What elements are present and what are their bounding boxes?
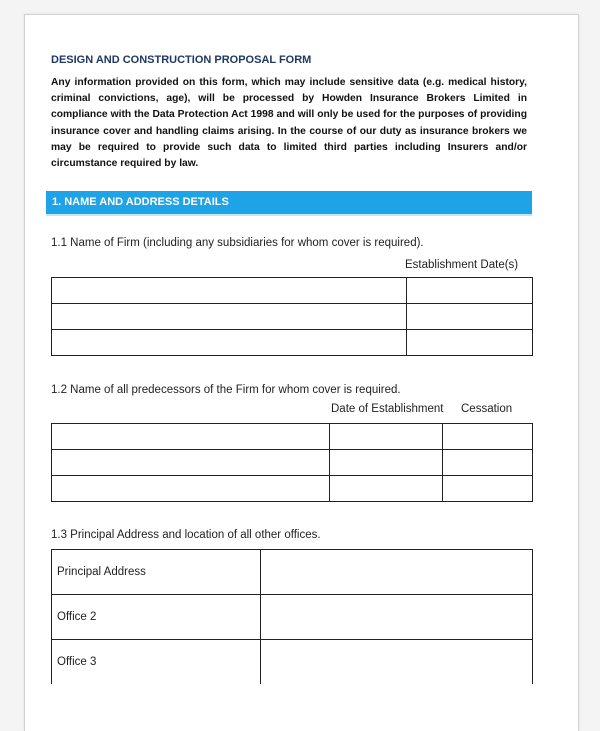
principal-address-label: Principal Address xyxy=(52,550,261,595)
table-row xyxy=(52,304,533,330)
question-1-3: 1.3 Principal Address and location of all other offices. xyxy=(51,529,321,541)
table-row xyxy=(52,476,533,502)
cessation-input[interactable] xyxy=(443,476,533,502)
principal-address-input[interactable] xyxy=(261,550,533,595)
predecessor-name-input[interactable] xyxy=(52,424,330,450)
col-head-cessation: Cessation xyxy=(461,403,513,415)
col-head-date-of-establishment: Date of Establishment xyxy=(331,403,444,415)
table-row xyxy=(52,330,533,356)
office-2-input[interactable] xyxy=(261,595,533,640)
question-1-2: 1.2 Name of all predecessors of the Firm for whom cover is required. xyxy=(51,384,401,396)
question-1-1: 1.1 Name of Firm (including any subsidiaries for whom cover is required). xyxy=(51,237,424,249)
predecessor-name-input[interactable] xyxy=(52,450,330,476)
cessation-input[interactable] xyxy=(443,424,533,450)
date-of-establishment-input[interactable] xyxy=(330,450,443,476)
firm-name-table xyxy=(51,277,533,356)
office-2-label: Office 2 xyxy=(52,595,261,640)
section-heading-name-address xyxy=(46,191,532,216)
table-row xyxy=(52,640,533,685)
office-3-input[interactable] xyxy=(261,640,533,685)
offices-table xyxy=(51,549,533,684)
date-of-establishment-input[interactable] xyxy=(330,424,443,450)
establishment-date-input[interactable] xyxy=(407,278,533,304)
col-head-establishment-dates: Establishment Date(s) xyxy=(405,259,519,271)
firm-name-input[interactable] xyxy=(52,278,407,304)
establishment-date-input[interactable] xyxy=(407,304,533,330)
office-3-label: Office 3 xyxy=(52,640,261,685)
predecessor-name-input[interactable] xyxy=(52,476,330,502)
table-row xyxy=(52,595,533,640)
table-row xyxy=(52,278,533,304)
date-of-establishment-input[interactable] xyxy=(330,476,443,502)
table-row xyxy=(52,424,533,450)
document-page xyxy=(24,14,579,731)
cessation-input[interactable] xyxy=(443,450,533,476)
firm-name-input[interactable] xyxy=(52,330,407,356)
section-heading-label: 1. NAME AND ADDRESS DETAILS xyxy=(52,196,229,208)
privacy-notice: Any information provided on this form, which may include sensitive data (e.g. medical history, criminal convictions, age), will be processed by Howden Insurance Brokers Limited in compliance with the Data Protection Act 1998 and will only be used for the purposes of providing insurance cover and handling claims arising. In the course of our duty as insurance brokers we may be required to provide such data to limited third parties including Insurers and/or circumstance required by law. xyxy=(51,77,527,170)
table-row xyxy=(52,550,533,595)
establishment-date-input[interactable] xyxy=(407,330,533,356)
predecessors-table xyxy=(51,423,533,502)
form-title: DESIGN AND CONSTRUCTION PROPOSAL FORM xyxy=(51,54,312,66)
firm-name-input[interactable] xyxy=(52,304,407,330)
table-row xyxy=(52,450,533,476)
